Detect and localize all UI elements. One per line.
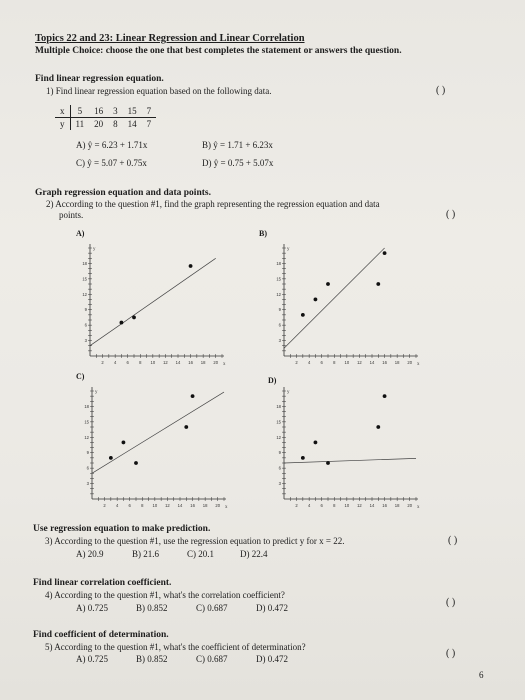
y-axis-name: y: [287, 390, 290, 395]
y-tick-label: 12: [84, 434, 89, 440]
option-1d[interactable]: D) ŷ = 0.75 + 5.07x: [202, 158, 274, 168]
x-tick-label: 6: [320, 503, 323, 508]
y-tick-label: 9: [278, 450, 281, 456]
answer-blank-4[interactable]: ( ): [446, 597, 456, 608]
page-title: Topics 22 and 23: Linear Regression and Linear Correlation: [35, 33, 305, 44]
option-1a[interactable]: A) ŷ = 6.23 + 1.71x: [76, 140, 148, 150]
data-point: [376, 425, 380, 429]
y-tick-label: 6: [278, 465, 281, 471]
table-cell: 5: [70, 105, 89, 118]
question-1: 1) Find linear regression equation based on the following data.: [46, 86, 272, 96]
x-tick-label: 2: [101, 360, 104, 365]
x-tick-label: 14: [175, 360, 181, 365]
y-axis-name: y: [93, 247, 96, 252]
x-tick-label: 18: [394, 503, 400, 508]
data-point: [132, 316, 136, 320]
option-5a[interactable]: A) 0.725: [76, 654, 108, 664]
y-tick-label: 18: [82, 260, 87, 266]
table-cell: 7: [142, 105, 157, 118]
data-point: [301, 456, 305, 460]
table-cell: 11: [75, 119, 85, 129]
section2-heading: Graph regression equation and data points.: [35, 188, 211, 198]
question-4: 4) According to the question #1, what's the correlation coefficient?: [45, 590, 285, 600]
y-tick-label: 12: [276, 291, 281, 297]
option-5b[interactable]: B) 0.852: [136, 654, 168, 664]
x-tick-label: 4: [113, 360, 117, 365]
graph-label-b[interactable]: B): [259, 229, 267, 238]
x-tick-label: 8: [139, 360, 142, 365]
question-2-line2: points.: [59, 210, 84, 220]
x-tick-label: 12: [165, 503, 170, 508]
table-cell: 3: [108, 105, 123, 118]
x-axis-name: x: [417, 362, 420, 367]
x-axis-name: x: [223, 362, 226, 367]
x-tick-label: 18: [200, 360, 206, 365]
table-cell: 8: [113, 119, 118, 129]
data-point: [326, 282, 330, 286]
data-point: [120, 321, 124, 325]
option-1b[interactable]: B) ŷ = 1.71 + 6.23x: [202, 140, 273, 150]
option-4a[interactable]: A) 0.725: [76, 603, 108, 613]
regression-line: [284, 248, 385, 348]
table-cell: 14: [127, 119, 137, 129]
answer-blank-3[interactable]: ( ): [448, 535, 458, 546]
y-tick-label: 3: [84, 338, 87, 344]
data-point: [191, 394, 195, 398]
x-tick-label: 10: [152, 503, 158, 508]
x-tick-label: 14: [177, 503, 183, 508]
x-tick-label: 12: [357, 360, 362, 365]
question-3: 3) According to the question #1, use the regression equation to predict y for x = 22.: [45, 536, 345, 546]
section3-heading: Use regression equation to make prediction.: [33, 524, 211, 534]
x-axis-name: x: [417, 505, 420, 510]
x-tick-label: 2: [103, 503, 106, 508]
y-tick-label: 18: [276, 260, 281, 266]
data-point: [383, 251, 387, 255]
data-point: [122, 441, 126, 445]
option-4b[interactable]: B) 0.852: [136, 603, 168, 613]
y-tick-label: 15: [276, 419, 281, 425]
y-tick-label: 18: [276, 403, 281, 409]
data-point: [383, 394, 387, 398]
x-tick-label: 14: [369, 503, 375, 508]
table-cell: 16: [89, 105, 108, 118]
x-tick-label: 18: [202, 503, 208, 508]
x-tick-label: 4: [307, 360, 311, 365]
y-tick-label: 6: [84, 322, 87, 328]
x-tick-label: 14: [369, 360, 375, 365]
y-tick-label: 9: [278, 307, 281, 313]
x-tick-label: 20: [213, 360, 219, 365]
x-tick-label: 16: [190, 503, 195, 508]
x-tick-label: 12: [163, 360, 168, 365]
x-tick-label: 12: [357, 503, 362, 508]
data-point: [326, 461, 330, 465]
y-tick-label: 3: [278, 481, 281, 487]
graph-d[interactable]: [272, 383, 422, 515]
x-tick-label: 10: [150, 360, 156, 365]
section4-heading: Find linear correlation coefficient.: [33, 578, 172, 588]
regression-line: [90, 258, 216, 345]
x-tick-label: 20: [407, 360, 413, 365]
option-4d[interactable]: D) 0.472: [256, 603, 288, 613]
y-tick-label: 12: [82, 291, 87, 297]
y-tick-label: 15: [276, 276, 281, 282]
page-number: 6: [479, 670, 484, 680]
data-point: [314, 441, 318, 445]
question-5: 5) According to the question #1, what's the coefficient of determination?: [45, 642, 306, 652]
x-tick-label: 16: [382, 360, 387, 365]
x-tick-label: 6: [126, 360, 129, 365]
data-point: [189, 264, 193, 268]
option-3a[interactable]: A) 20.9: [76, 549, 104, 559]
data-point: [314, 298, 318, 302]
table-cell: 15: [123, 105, 142, 118]
x-tick-label: 10: [344, 503, 350, 508]
x-tick-label: 18: [394, 360, 400, 365]
x-tick-label: 2: [295, 360, 298, 365]
data-point: [109, 456, 113, 460]
y-tick-label: 6: [278, 322, 281, 328]
x-tick-label: 20: [407, 503, 413, 508]
data-point: [184, 425, 188, 429]
table-x-label: x: [55, 105, 70, 118]
instructions: Multiple Choice: choose the one that best completes the statement or answers the question.: [35, 46, 402, 56]
graph-label-d[interactable]: D): [268, 376, 277, 385]
x-tick-label: 4: [115, 503, 119, 508]
y-tick-label: 3: [86, 481, 89, 487]
graph-b[interactable]: [272, 240, 422, 372]
x-tick-label: 4: [307, 503, 311, 508]
option-5c[interactable]: C) 0.687: [196, 654, 228, 664]
y-tick-label: 15: [82, 276, 87, 282]
data-point: [134, 461, 138, 465]
table-cell: 20: [94, 119, 104, 129]
data-table: [55, 105, 156, 130]
table-y-label: y: [55, 118, 70, 131]
graph-label-a[interactable]: A): [76, 229, 85, 238]
option-1c[interactable]: C) ŷ = 5.07 + 0.75x: [76, 158, 147, 168]
y-tick-label: 12: [276, 434, 281, 440]
y-tick-label: 18: [84, 403, 89, 409]
x-axis-name: x: [225, 505, 228, 510]
graph-label-c[interactable]: C): [76, 372, 85, 381]
option-3d[interactable]: D) 22.4: [240, 549, 268, 559]
y-tick-label: 15: [84, 419, 89, 425]
section1-heading: Find linear regression equation.: [35, 74, 164, 84]
y-tick-label: 6: [86, 465, 89, 471]
x-tick-label: 8: [141, 503, 144, 508]
option-4c[interactable]: C) 0.687: [196, 603, 228, 613]
y-tick-label: 9: [86, 450, 89, 456]
option-5d[interactable]: D) 0.472: [256, 654, 288, 664]
x-tick-label: 16: [188, 360, 193, 365]
x-tick-label: 6: [320, 360, 323, 365]
y-axis-name: y: [287, 247, 290, 252]
answer-blank-5[interactable]: ( ): [446, 648, 456, 659]
x-tick-label: 2: [295, 503, 298, 508]
option-3b[interactable]: B) 21.6: [132, 549, 159, 559]
x-tick-label: 8: [333, 360, 336, 365]
x-tick-label: 6: [128, 503, 131, 508]
section5-heading: Find coefficient of determination.: [33, 630, 169, 640]
graph-a[interactable]: [78, 240, 228, 372]
y-tick-label: 3: [278, 338, 281, 344]
y-axis-name: y: [95, 390, 98, 395]
y-tick-label: 9: [84, 307, 87, 313]
x-tick-label: 8: [333, 503, 336, 508]
regression-line: [92, 392, 224, 473]
x-tick-label: 16: [382, 503, 387, 508]
data-point: [301, 313, 305, 317]
answer-blank-2[interactable]: ( ): [446, 209, 456, 220]
answer-blank-1[interactable]: ( ): [436, 85, 446, 96]
graph-c[interactable]: [80, 383, 230, 515]
data-point: [376, 282, 380, 286]
question-2-line1: 2) According to the question #1, find the graph representing the regression equation and data: [46, 199, 380, 209]
x-tick-label: 10: [344, 360, 350, 365]
table-cell: 7: [146, 119, 152, 129]
option-3c[interactable]: C) 20.1: [187, 549, 214, 559]
x-tick-label: 20: [215, 503, 221, 508]
